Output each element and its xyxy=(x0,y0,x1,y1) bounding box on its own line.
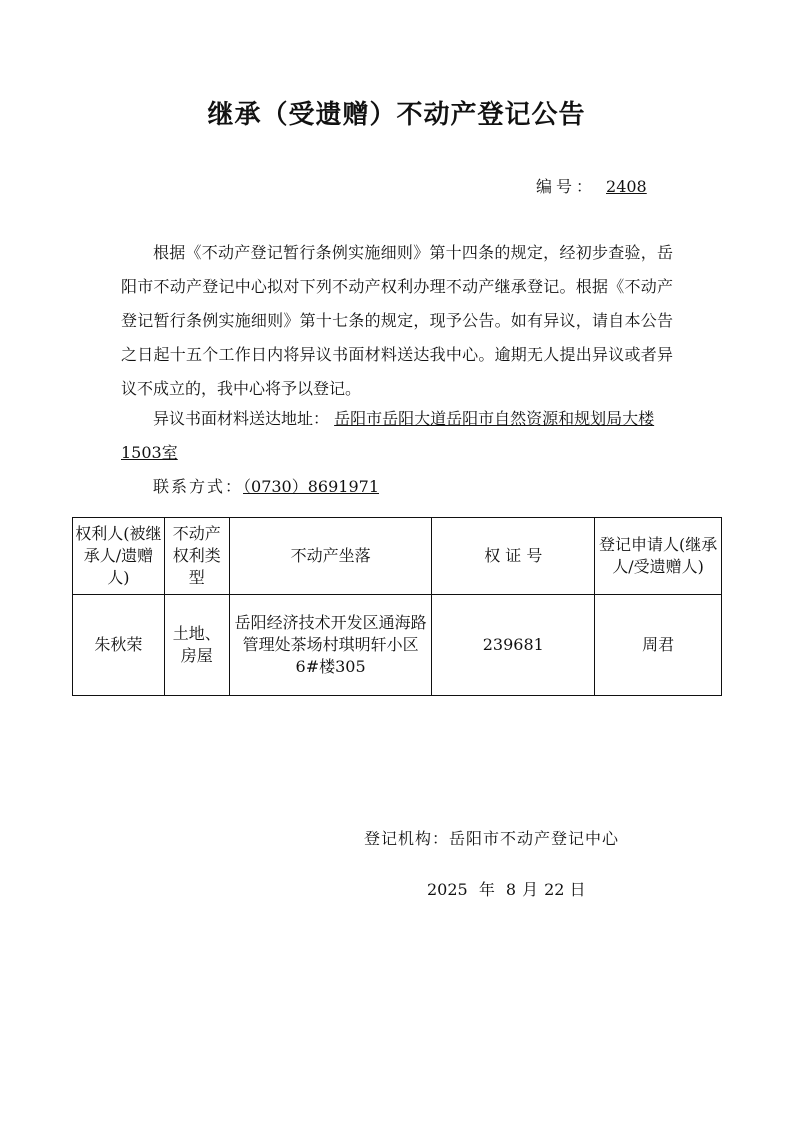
date-year: 2025 xyxy=(427,880,468,899)
table-row xyxy=(73,595,722,696)
contact-info xyxy=(153,470,379,504)
serial-number xyxy=(536,174,647,197)
notice-paragraph: 根据《不动产登记暂行条例实施细则》第十四条的规定，经初步查验，岳阳市不动产登记中心拟对下列不动产权利办理不动产继承登记。根据《不动产登记暂行条例实施细则》第十七条的规定，现予公告。如有异议，请自本公告之日起十五个工作日内将异议书面材料送达我中心。逾期无人提出异议或者异议不成立的，我中心将予以登记。 xyxy=(121,243,673,398)
header-cell-applicant: 登记申请人(继承人/受遗赠人) xyxy=(595,518,722,595)
cell-certificate: 239681 xyxy=(432,595,595,696)
cell-right-type: 土地、房屋 xyxy=(164,595,229,696)
header-cell-location: 不动产坐落 xyxy=(229,518,432,595)
objection-address xyxy=(121,402,673,470)
header-cell-right-type: 不动产权利类型 xyxy=(164,518,229,595)
serial-label: 编号： xyxy=(536,177,597,196)
serial-value: 2408 xyxy=(606,177,647,196)
address-value: 岳阳市岳阳大道岳阳市自然资源和规划局大楼1503室 xyxy=(121,409,655,462)
cell-applicant: 周君 xyxy=(595,595,722,696)
date-day-unit: 日 xyxy=(569,880,586,899)
date-day: 22 xyxy=(544,880,565,899)
notice-title: 继承（受遗赠）不动产登记公告 xyxy=(207,100,586,130)
notice-date xyxy=(427,877,586,900)
header-cell-certificate: 权 证 号 xyxy=(432,518,595,595)
date-month: 8 xyxy=(505,880,517,899)
date-year-unit: 年 xyxy=(478,880,495,899)
address-label: 异议书面材料送达地址： xyxy=(153,409,330,428)
date-month-unit: 月 xyxy=(522,880,539,899)
cell-owner: 朱秋荣 xyxy=(73,595,165,696)
table-header-row xyxy=(73,518,722,595)
notice-body xyxy=(121,236,673,406)
registration-authority: 登记机构：岳阳市不动产登记中心 xyxy=(364,829,620,848)
contact-label: 联系方式： xyxy=(153,477,244,496)
header-cell-owner: 权利人(被继承人/遗赠人) xyxy=(73,518,165,595)
registration-table xyxy=(72,517,722,696)
contact-value: （0730）8691971 xyxy=(243,477,379,496)
cell-location: 岳阳经济技术开发区通海路管理处茶场村琪明轩小区6#楼305 xyxy=(229,595,432,696)
